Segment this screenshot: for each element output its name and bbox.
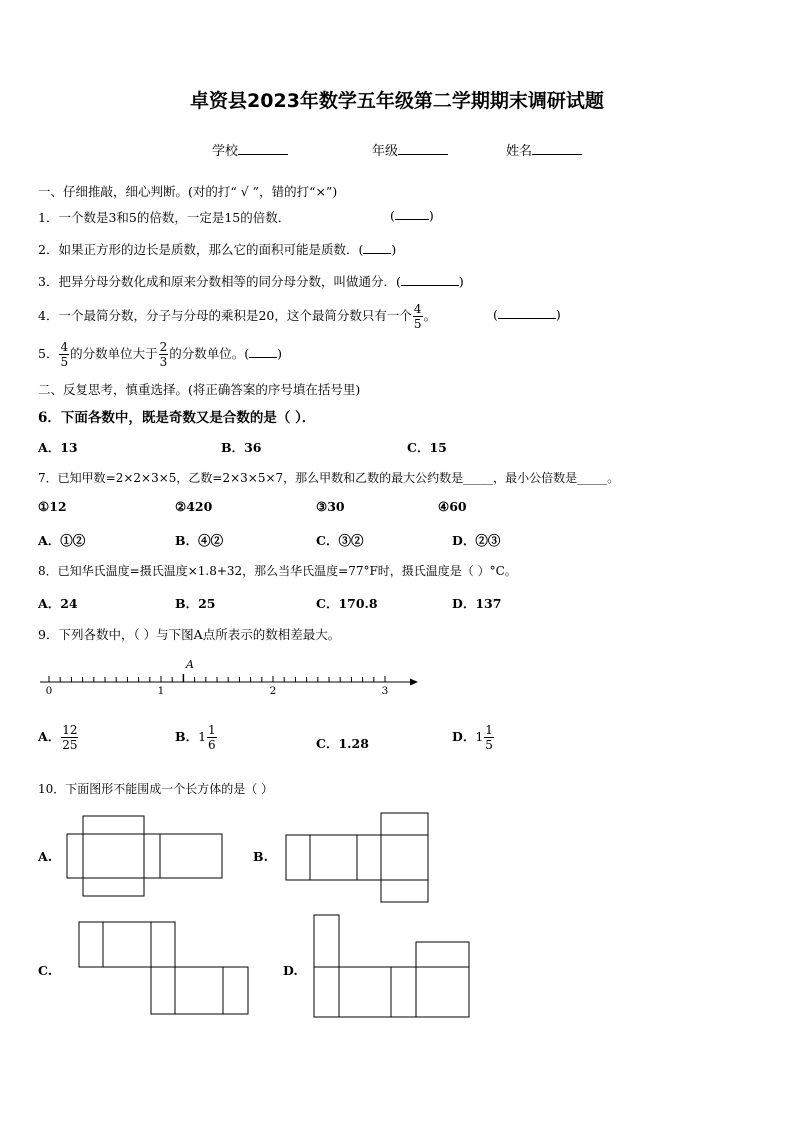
q6-option-a[interactable]: A．13: [38, 440, 78, 455]
q7-item-3: ③30: [316, 499, 345, 514]
q9-option-c[interactable]: C．1.28: [316, 736, 369, 751]
q10-option-d-label[interactable]: D.: [283, 963, 298, 978]
q8-option-d[interactable]: D．137: [452, 596, 502, 611]
name-label: 姓名: [506, 144, 533, 159]
section2-heading: 二、反复思考，慎重选择。(将正确答案的序号填在括号里): [38, 382, 361, 397]
q6-option-b[interactable]: B．36: [221, 440, 262, 455]
q10-option-a-label[interactable]: A.: [38, 849, 53, 864]
answer-blank-4[interactable]: ( ): [493, 307, 561, 322]
q9-option-b[interactable]: B．1 $\frac{1}{6}$: [175, 723, 216, 752]
q7-item-4: ④60: [438, 499, 467, 514]
tick-label-2: 2: [269, 685, 277, 697]
school-label: 学校: [212, 144, 239, 159]
q10-option-c-label[interactable]: C.: [38, 963, 53, 978]
net-d[interactable]: [314, 915, 469, 1017]
q10-option-b-label[interactable]: B.: [253, 849, 268, 864]
question-10: 10．下面图形不能围成一个长方体的是（ ）: [38, 782, 274, 796]
q9-option-a[interactable]: A． $\frac{12}{25}$: [38, 723, 78, 752]
tick-label-3: 3: [381, 685, 389, 697]
fraction: $\frac{4}{5}$: [413, 302, 422, 331]
question-9: 9．下列各数中，（ ）与下图A点所表示的数相差最大。: [38, 627, 341, 642]
question-3: 3．把异分母分数化成和原来分数相等的同分母分数，叫做通分．( ): [38, 274, 464, 289]
net-b[interactable]: [286, 813, 428, 902]
q7-item-2: ②420: [175, 499, 213, 514]
q8-option-a[interactable]: A．24: [38, 596, 78, 611]
q7-option-d[interactable]: D．②③: [452, 533, 501, 548]
question-7: 7．已知甲数=2×2×3×5，乙数=2×3×5×7，那么甲数和乙数的最大公约数是_____，最小公倍数是_____。: [38, 471, 620, 485]
tick-label-0: 0: [45, 685, 53, 697]
question-5: 5． $\frac{4}{5}$ 的分数单位大于 $\frac{2}{3}$ 的分数单位。( ): [38, 340, 283, 369]
q6-option-c[interactable]: C．15: [407, 440, 447, 455]
q7-item-1: ①12: [38, 499, 67, 514]
question-4: 4．一个最简分数，分子与分母的乘积是20，这个最简分数只有一个 $\frac{4}{5}$ 。: [38, 302, 437, 331]
fraction: $\frac{2}{3}$: [159, 340, 168, 369]
question-8: 8．已知华氏温度=摄氏温度×1.8+32，那么当华氏温度=77°F时，摄氏温度是（ ）°C。: [38, 564, 517, 578]
q8-option-b[interactable]: B．25: [175, 596, 216, 611]
grade-label: 年级: [372, 144, 399, 159]
question-6: 6．下面各数中，既是奇数又是合数的是（ ）．: [38, 410, 316, 426]
point-a-label: A: [186, 658, 194, 671]
net-c[interactable]: [79, 922, 248, 1014]
page-title: 卓资县2023年数学五年级第二学期期末调研试题: [190, 90, 604, 112]
fraction: $\frac{1}{5}$: [485, 723, 493, 752]
q9-option-d[interactable]: D．1 $\frac{1}{5}$: [452, 723, 493, 752]
fraction: $\frac{4}{5}$: [60, 340, 69, 369]
net-a[interactable]: [67, 816, 222, 896]
section1-heading: 一、仔细推敲，细心判断。(对的打“ √ ”，错的打“×”): [38, 184, 338, 199]
fraction: $\frac{12}{25}$: [62, 723, 78, 752]
q7-option-a[interactable]: A．①②: [38, 533, 86, 548]
fraction: $\frac{1}{6}$: [208, 723, 216, 752]
q8-option-c[interactable]: C．170.8: [316, 596, 378, 611]
q7-option-b[interactable]: B．④②: [175, 533, 224, 548]
q7-option-c[interactable]: C．③②: [316, 533, 364, 548]
tick-label-1: 1: [157, 685, 165, 697]
question-1: 1．一个数是3和5的倍数，一定是15的倍数．: [38, 210, 291, 225]
question-2: 2．如果正方形的边长是质数，那么它的面积可能是质数．( ): [38, 242, 397, 257]
answer-blank-1[interactable]: ( ): [390, 208, 434, 223]
